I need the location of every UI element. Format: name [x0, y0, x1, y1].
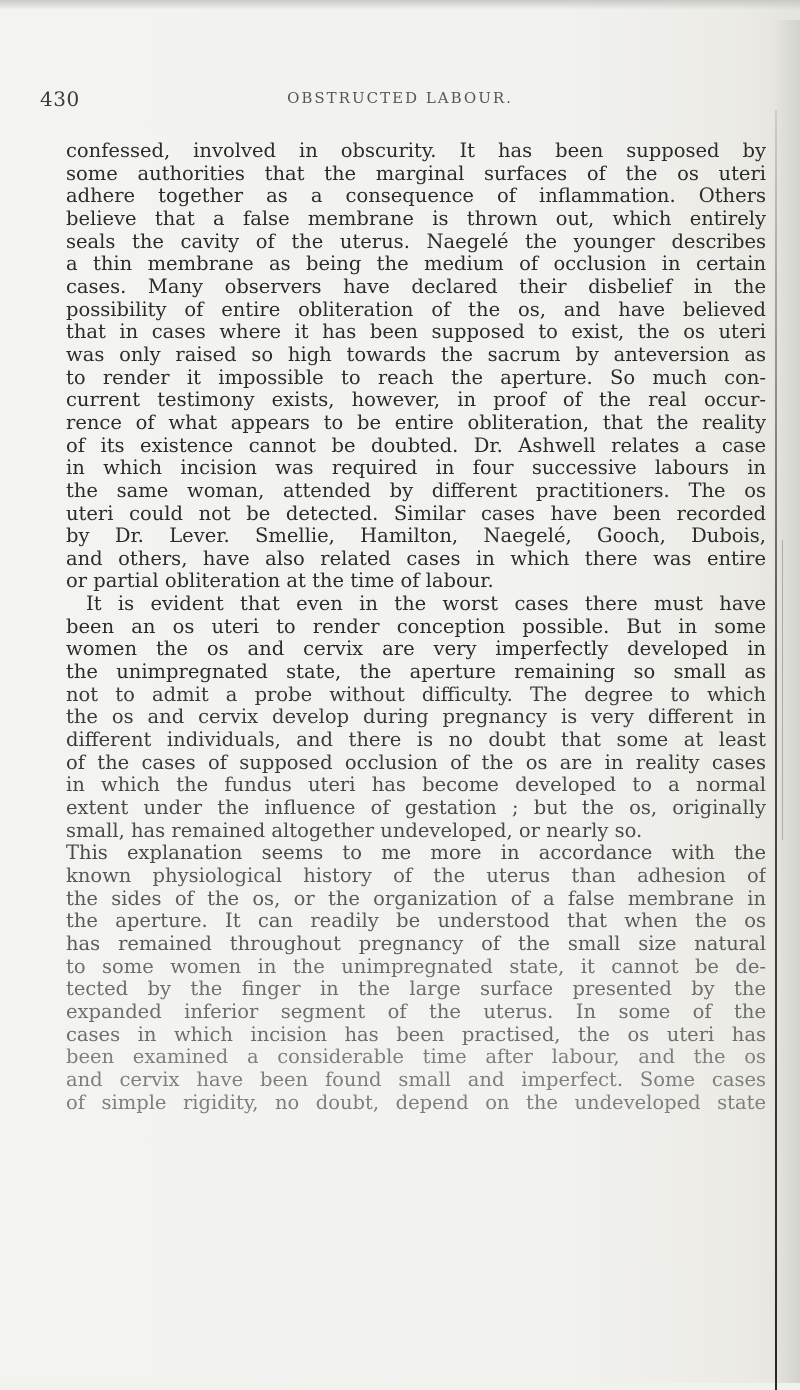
text-line: confessed, involved in obscurity. It has been supposed by	[66, 140, 766, 162]
text-line: of simple rigidity, no doubt, depend on the undeveloped state	[66, 1091, 766, 1114]
text-line: to some women in the unimpregnated state, it cannot be de-	[66, 955, 766, 978]
text-line: or partial obliteration at the time of labour.	[66, 570, 494, 593]
text-line: different individuals, and there is no doubt that some at least	[66, 729, 766, 752]
gutter-line-secondary	[782, 540, 783, 840]
text-line: the same woman, attended by different practitioners. The os	[66, 479, 766, 502]
text-line: the aperture. It can readily be understood that when the os	[66, 910, 766, 933]
body-text	[66, 140, 766, 1114]
text-line: cases. Many observers have declared their disbelief in the	[66, 275, 766, 298]
text-line: of the cases of supposed occlusion of the os are in reality cases	[66, 751, 766, 774]
page-number: 430	[40, 87, 80, 111]
text-line: adhere together as a consequence of inflammation. Others	[66, 185, 766, 208]
text-line: been examined a considerable time after labour, and the os	[66, 1046, 766, 1069]
text-line: rence of what appears to be entire obliteration, that the reality	[66, 411, 766, 434]
text-line: been an os uteri to render conception possible. But in some	[66, 615, 766, 638]
text-line: by Dr. Lever. Smellie, Hamilton, Naegelé, Gooch, Dubois,	[66, 525, 766, 548]
text-line: possibility of entire obliteration of the os, and have believed	[66, 298, 766, 321]
text-line: believe that a false membrane is thrown out, which entirely	[66, 207, 766, 230]
text-line: women the os and cervix are very imperfectly developed in	[66, 638, 766, 661]
text-line: and cervix have been found small and imperfect. Some cases	[66, 1068, 766, 1091]
text-line: the os and cervix develop during pregnancy is very different in	[66, 706, 766, 729]
text-line: that in cases where it has been supposed to exist, the os uteri	[66, 321, 766, 344]
text-line: expanded inferior segment of the uterus. In some of the	[66, 1000, 766, 1023]
text-line: was only raised so high towards the sacrum by anteversion as	[66, 343, 766, 366]
text-line: in which the fundus uteri has become developed to a normal	[66, 774, 766, 797]
text-line: tected by the finger in the large surface presented by the	[66, 978, 766, 1001]
text-line: and others, have also related cases in which there was entire	[66, 547, 766, 570]
text-line: It is evident that even in the worst cases there must have	[86, 593, 766, 616]
text-line: This explanation seems to me more in accordance with the	[66, 842, 766, 865]
text-line: extent under the influence of gestation ; but the os, originally	[66, 797, 766, 820]
text-line: to render it impossible to reach the aperture. So much con-	[66, 366, 766, 389]
text-line: a thin membrane as being the medium of occlusion in certain	[66, 253, 766, 276]
text-line: seals the cavity of the uterus. Naegelé the younger describes	[66, 230, 766, 253]
text-line: the unimpregnated state, the aperture remaining so small as	[66, 661, 766, 684]
text-line: in which incision was required in four successive labours in	[66, 457, 766, 480]
text-line: cases in which incision has been practised, the os uteri has	[66, 1023, 766, 1046]
text-line: uteri could not be detected. Similar cases have been recorded	[66, 502, 766, 525]
text-line: some authorities that the marginal surfaces of the os uteri	[66, 162, 766, 185]
text-line: current testimony exists, however, in proof of the real occur-	[66, 389, 766, 412]
page-gutter-edge	[772, 20, 800, 1383]
text-line: small, has remained altogether undeveloped, or nearly so.	[66, 819, 643, 842]
text-line: the sides of the os, or the organization of a false membrane in	[66, 887, 766, 910]
text-line: known physiological history of the uterus than adhesion of	[66, 865, 766, 887]
scan-top-shadow	[0, 0, 800, 10]
gutter-line	[775, 110, 777, 1390]
running-head: OBSTRUCTED LABOUR.	[287, 89, 513, 107]
text-line: has remained throughout pregnancy of the small size natural	[66, 932, 766, 955]
text-line: of its existence cannot be doubted. Dr. Ashwell relates a case	[66, 434, 766, 457]
text-line: not to admit a probe without difficulty. The degree to which	[66, 683, 766, 706]
page-header	[0, 87, 800, 117]
